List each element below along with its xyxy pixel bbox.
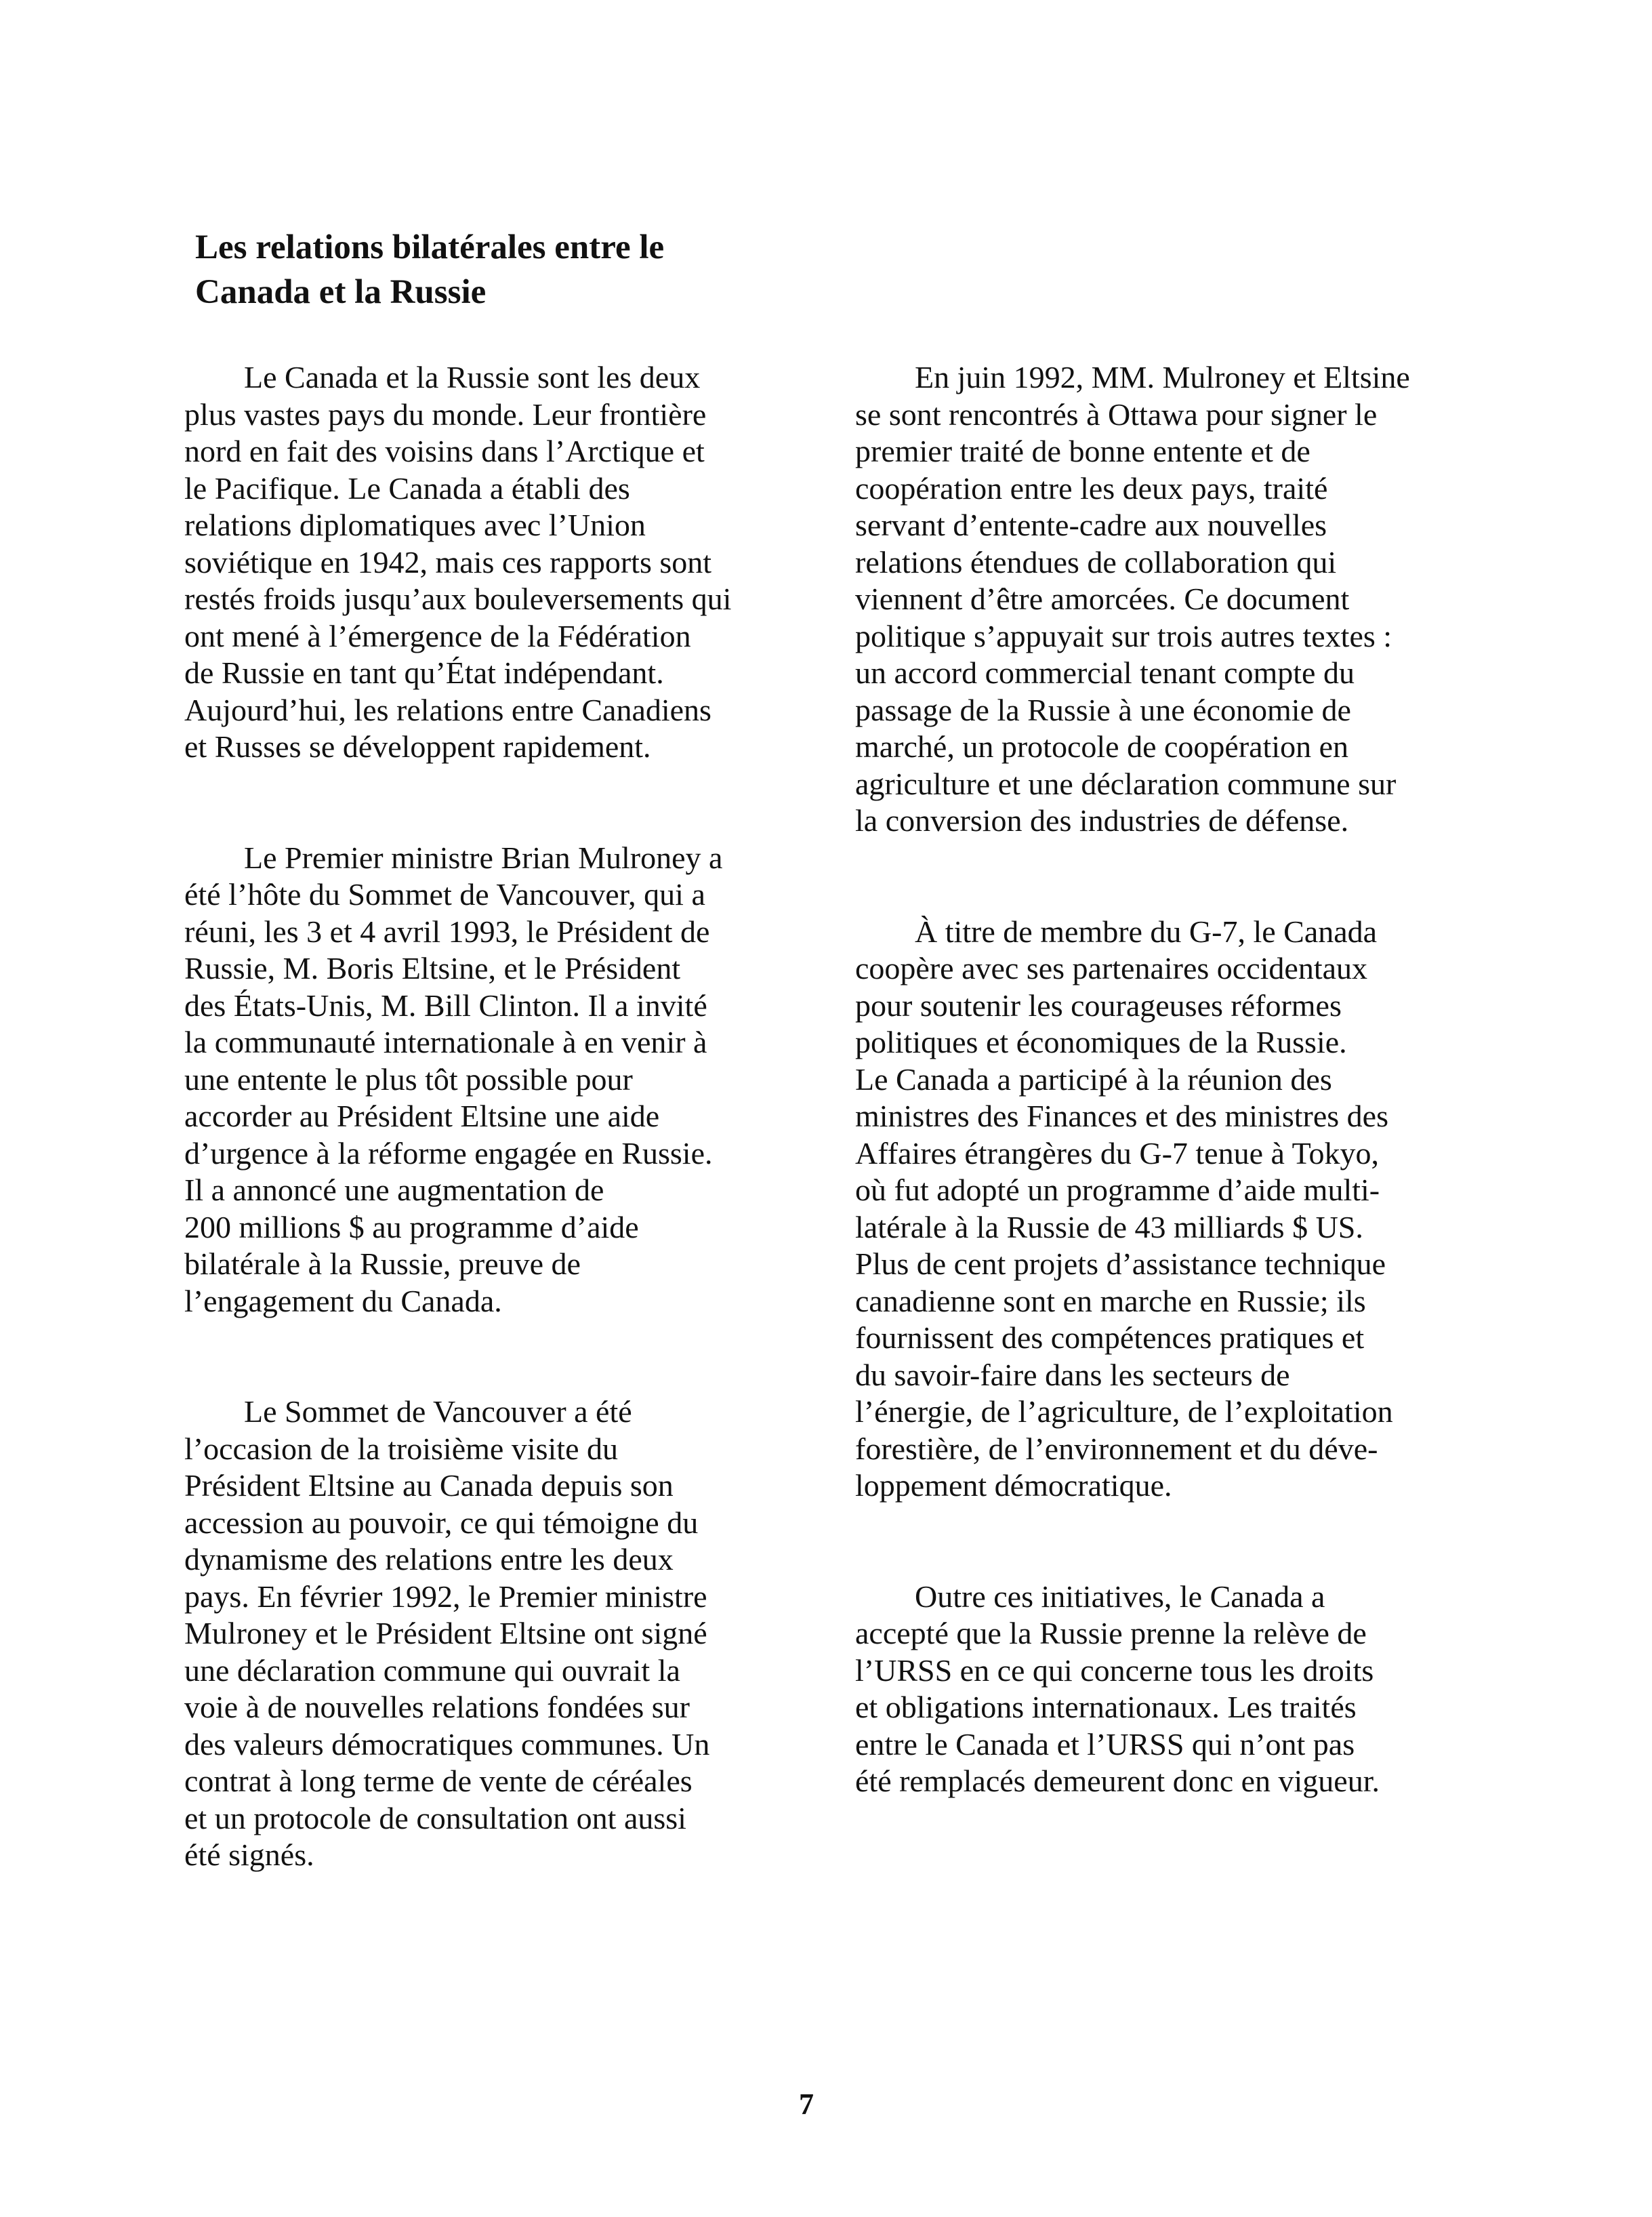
text-line: l’URSS en ce qui concerne tous les droits [855, 1652, 1374, 1688]
text-line: servant d’entente-cadre aux nouvelles [855, 508, 1327, 542]
text-line: relations étendues de collaboration qui [855, 544, 1337, 579]
text-line: Mulroney et le Président Eltsine ont signé [184, 1616, 707, 1650]
text-line: de Russie en tant qu’État indépendant. [184, 655, 664, 690]
text-line: du savoir-faire dans les secteurs de [855, 1357, 1290, 1392]
text-line: plus vastes pays du monde. Leur frontière [184, 396, 707, 432]
text-line: À titre de membre du G-7, le Canada [915, 914, 1378, 949]
text-line: En juin 1992, MM. Mulroney et Eltsine [915, 360, 1410, 394]
text-line: ministres des Finances et des ministres des [855, 1099, 1388, 1133]
text-line: Aujourd’hui, les relations entre Canadiens [184, 692, 711, 727]
text-line: viennent d’être amorcées. Ce document [855, 582, 1350, 616]
text-line: Président Eltsine au Canada depuis son [184, 1468, 674, 1503]
text-line: coopère avec ses partenaires occidentaux [855, 951, 1368, 985]
title-line-2: Canada et la Russie [195, 273, 487, 311]
text-line: été signés. [184, 1837, 314, 1872]
text-line: et Russes se développent rapidement. [184, 729, 651, 764]
text-line: contrat à long terme de vente de céréales [184, 1764, 693, 1798]
text-line: été l’hôte du Sommet de Vancouver, qui a [184, 877, 705, 912]
left-column [184, 359, 794, 1948]
text-line: accession au pouvoir, ce qui témoigne du [184, 1505, 699, 1540]
text-line: une entente le plus tôt possible pour [184, 1061, 633, 1097]
text-line: premier traité de bonne entente et de [855, 434, 1310, 468]
text-line: accepté que la Russie prenne la relève de [855, 1616, 1367, 1650]
text-line: canadienne sont en marche en Russie; ils [855, 1283, 1366, 1318]
text-line: d’urgence à la réforme engagée en Russie. [184, 1135, 713, 1171]
page-number: 7 [799, 2088, 814, 2121]
text-line: loppement démocratique. [855, 1468, 1172, 1503]
text-line: été remplacés demeurent donc en vigueur. [855, 1764, 1380, 1798]
paragraph-eltsine-visit [184, 1394, 794, 1874]
text-line: agriculture et une déclaration commune sur [855, 766, 1397, 801]
text-line: Russie, M. Boris Eltsine, et le Président [184, 951, 681, 985]
text-line: Il a annoncé une augmentation de [184, 1173, 604, 1207]
text-line: politiques et économiques de la Russie. [855, 1025, 1347, 1059]
text-line: pour soutenir les courageuses réformes [855, 988, 1342, 1023]
title-line-1: Les relations bilatérales entre le [195, 228, 665, 266]
paragraph-g7-cooperation [855, 914, 1465, 1505]
text-line: pays. En février 1992, le Premier ministre [184, 1579, 707, 1614]
text-line: forestière, de l’environnement et du déve- [855, 1431, 1378, 1466]
paragraph-urss-succession [855, 1579, 1465, 1800]
text-line: Le Canada et la Russie sont les deux [244, 360, 701, 394]
text-line: le Pacifique. Le Canada a établi des [184, 470, 630, 506]
text-line: des valeurs démocratiques communes. Un [184, 1726, 710, 1762]
text-line: relations diplomatiques avec l’Union [184, 508, 646, 542]
text-line: la communauté internationale à en venir à [184, 1025, 707, 1059]
text-line: coopération entre les deux pays, traité [855, 470, 1328, 506]
text-line: marché, un protocole de coopération en [855, 729, 1349, 764]
text-line: et un protocole de consultation ont aussi [184, 1800, 686, 1835]
text-line: l’engagement du Canada. [184, 1283, 502, 1318]
text-line: 200 millions $ au programme d’aide [184, 1209, 639, 1244]
text-line: entre le Canada et l’URSS qui n’ont pas [855, 1726, 1355, 1762]
text-line: où fut adopté un programme d’aide multi- [855, 1173, 1380, 1207]
text-line: des États-Unis, M. Bill Clinton. Il a invité [184, 988, 707, 1023]
text-line: ont mené à l’émergence de la Fédération [184, 618, 691, 653]
text-line: politique s’appuyait sur trois autres textes : [855, 618, 1392, 653]
right-column [855, 359, 1465, 1874]
text-line: réuni, les 3 et 4 avril 1993, le Président de [184, 914, 710, 949]
text-line: Le Canada a participé à la réunion des [855, 1061, 1332, 1097]
text-line: accorder au Président Eltsine une aide [184, 1099, 660, 1133]
text-line: soviétique en 1942, mais ces rapports sont [184, 544, 712, 579]
text-line: nord en fait des voisins dans l’Arctique et [184, 434, 705, 468]
text-line: une déclaration commune qui ouvrait la [184, 1652, 680, 1688]
text-line: l’occasion de la troisième visite du [184, 1431, 618, 1466]
text-line: Plus de cent projets d’assistance technique [855, 1246, 1386, 1281]
text-line: latérale à la Russie de 43 milliards $ US. [855, 1209, 1363, 1244]
text-line: un accord commercial tenant compte du [855, 655, 1355, 690]
text-line: fournissent des compétences pratiques et [855, 1320, 1365, 1355]
paragraph-ottawa-treaty [855, 359, 1465, 840]
text-line: l’énergie, de l’agriculture, de l’exploitation [855, 1394, 1393, 1429]
text-line: Le Sommet de Vancouver a été [244, 1394, 632, 1429]
page-title [195, 225, 805, 314]
text-line: dynamisme des relations entre les deux [184, 1542, 674, 1577]
text-line: se sont rencontrés à Ottawa pour signer le [855, 396, 1378, 432]
text-line: et obligations internationaux. Les traités [855, 1690, 1357, 1724]
text-line: voie à de nouvelles relations fondées sur [184, 1690, 690, 1724]
text-line: Le Premier ministre Brian Mulroney a [244, 840, 723, 875]
paragraph-vancouver-summit [184, 840, 794, 1320]
text-line: Affaires étrangères du G-7 tenue à Tokyo, [855, 1135, 1379, 1171]
text-line: bilatérale à la Russie, preuve de [184, 1246, 581, 1281]
text-line: Outre ces initiatives, le Canada a [915, 1579, 1325, 1614]
text-line: passage de la Russie à une économie de [855, 692, 1351, 727]
text-line: restés froids jusqu’aux bouleversements qui [184, 582, 732, 616]
text-line: la conversion des industries de défense. [855, 803, 1349, 838]
paragraph-relations-overview [184, 359, 794, 766]
